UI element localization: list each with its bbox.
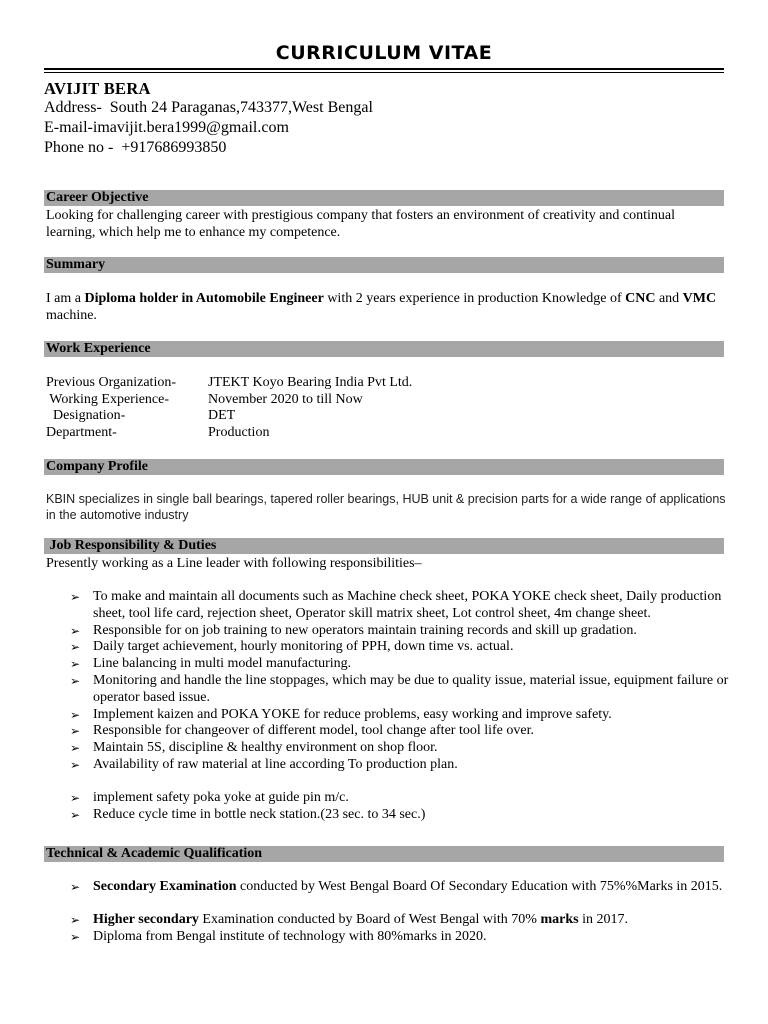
- section-heading-career-objective: Career Objective: [44, 190, 724, 206]
- section-heading-company-profile: Company Profile: [44, 459, 724, 475]
- list-item: ➢ Monitoring and handle the line stoppages, which may be due to quality issue, material issue, equipment failure or operator based issue.: [70, 672, 729, 705]
- list-item: ➢ Daily target achievement, hourly monitoring of PPH, down time vs. actual.: [70, 639, 514, 655]
- arrow-bullet-icon: ➢: [70, 880, 81, 894]
- list-item: ➢ Responsible for on job training to new operators maintain training records and skill up gradation.: [70, 622, 637, 638]
- arrow-bullet-icon: ➢: [70, 807, 81, 822]
- job-intro: Presently working as a Line leader with following responsibilities–: [46, 556, 422, 571]
- arrow-bullet-icon: ➢: [70, 929, 81, 944]
- work-experience-details: [46, 375, 412, 441]
- list-item: ➢ Responsible for changeover of different model, tool change after tool life over.: [70, 723, 534, 739]
- company-profile-text: KBIN specializes in single ball bearings, tapered roller bearings, HUB unit & precision parts for a wide range of applications in the automotive industry: [46, 492, 726, 522]
- title-rule-thin: [44, 72, 724, 73]
- section-heading-summary: Summary: [44, 257, 724, 273]
- arrow-bullet-icon: ➢: [70, 623, 81, 638]
- page-title: CURRICULUM VITAE: [275, 42, 493, 64]
- arrow-bullet-icon: ➢: [70, 673, 81, 688]
- arrow-bullet-icon: ➢: [70, 790, 81, 805]
- section-heading-qualification: Technical & Academic Qualification: [44, 846, 724, 862]
- phone: Phone no - +917686993850: [44, 139, 227, 156]
- list-item: ➢ Diploma from Bengal institute of technology with 80%marks in 2020.: [70, 928, 487, 944]
- list-item: ➢ Reduce cycle time in bottle neck station.(23 sec. to 34 sec.): [70, 806, 426, 822]
- list-item: ➢ Maintain 5S, discipline & healthy environment on shop floor.: [70, 740, 438, 756]
- work-row: Department- Production: [46, 424, 270, 440]
- career-objective-text: Looking for challenging career with prestigious company that fosters an environment of creativity and continual learning, which help me to enhance my competence.: [46, 208, 676, 240]
- title-rule-thick: [44, 68, 724, 70]
- arrow-bullet-icon: ➢: [70, 590, 81, 604]
- list-item: ➢ Secondary Examination conducted by West Bengal Board Of Secondary Education with 75%%Marks in 2015.: [70, 879, 723, 894]
- list-item: ➢ Implement kaizen and POKA YOKE for reduce problems, easy working and improve safety.: [70, 706, 612, 722]
- arrow-bullet-icon: ➢: [70, 707, 81, 722]
- work-row: Previous Organization- JTEKT Koyo Bearing India Pvt Ltd.: [46, 375, 413, 390]
- list-item: ➢ Availability of raw material at line according To production plan.: [70, 756, 458, 772]
- list-item: ➢ Line balancing in multi model manufacturing.: [70, 656, 352, 672]
- candidate-name: AVIJIT BERA: [44, 79, 151, 98]
- work-row: Working Experience- November 2020 to till Now: [46, 391, 363, 407]
- list-item: ➢ implement safety poka yoke at guide pin m/c.: [70, 789, 349, 805]
- arrow-bullet-icon: ➢: [70, 657, 81, 672]
- section-heading-job-responsibility: Job Responsibility & Duties: [44, 538, 724, 554]
- responsibility-list: [70, 589, 730, 823]
- arrow-bullet-icon: ➢: [70, 912, 81, 927]
- arrow-bullet-icon: ➢: [70, 724, 81, 739]
- summary-text: I am a Diploma holder in Automobile Engineer with 2 years experience in production Knowledge of CNC and VMC machine.: [46, 291, 717, 323]
- list-item: ➢ Higher secondary Examination conducted by Board of West Bengal with 70% marks in 2017.: [70, 911, 628, 927]
- arrow-bullet-icon: ➢: [70, 757, 81, 772]
- arrow-bullet-icon: ➢: [70, 741, 81, 756]
- arrow-bullet-icon: ➢: [70, 640, 81, 655]
- qualification-list: [70, 879, 730, 945]
- list-item: ➢ To make and maintain all documents such as Machine check sheet, POKA YOKE check sheet, Daily production sheet, tool life card, rejection sheet, Operator skill matrix sheet, Lot control sheet, 4m change sheet.: [70, 589, 722, 621]
- email: E-mail-imavijit.bera1999@gmail.com: [44, 119, 289, 136]
- section-heading-work-experience: Work Experience: [44, 341, 724, 357]
- work-row: Designation- DET: [46, 408, 236, 424]
- address: Address- South 24 Paraganas,743377,West Bengal: [44, 99, 373, 116]
